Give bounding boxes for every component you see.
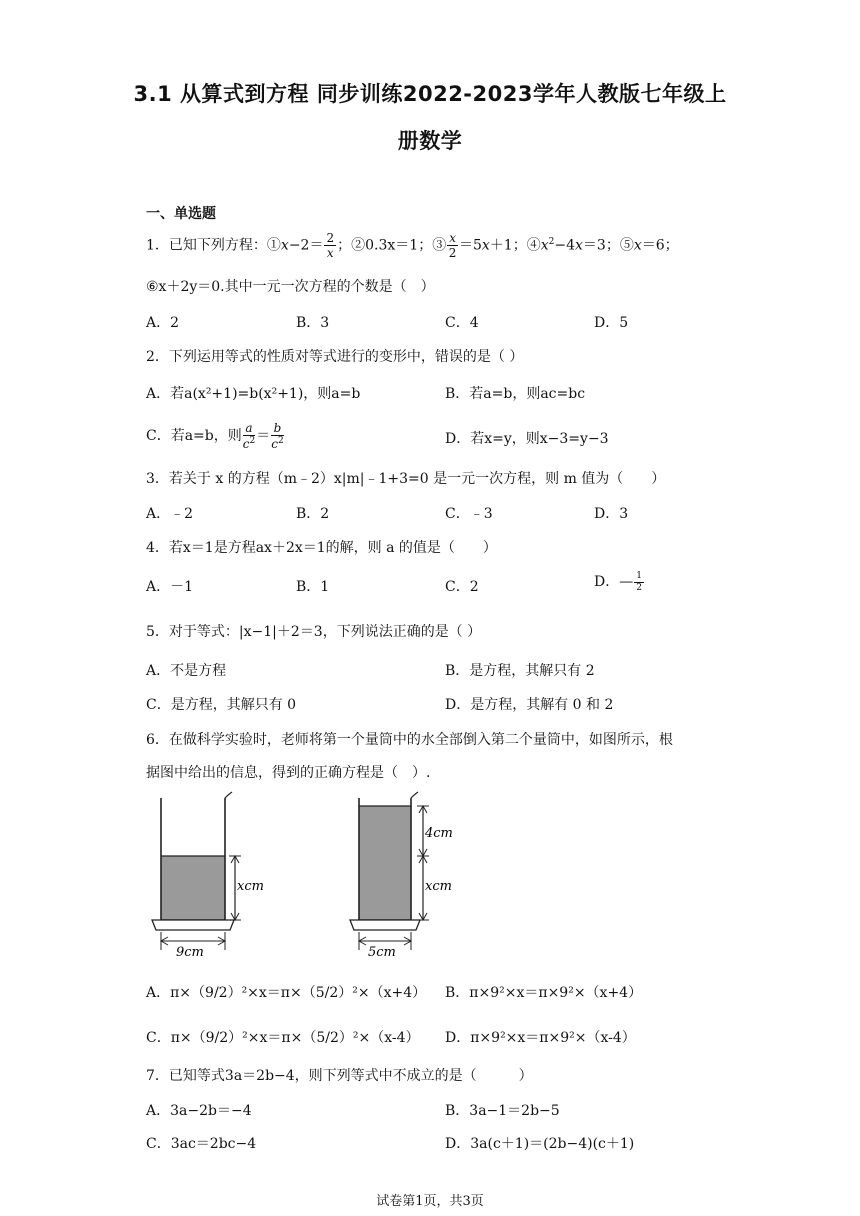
left-cylinder <box>152 792 264 960</box>
question-6-stem-line1: 6．在做科学实验时，老师将第一个量筒中的水全部倒入第二个量筒中，如图所示，根 <box>146 732 673 748</box>
q7-option-b: B．3a−1＝2b−5 <box>445 1103 560 1119</box>
page-title-line2: 册数学 <box>397 129 463 153</box>
q1-option-b: B．3 <box>296 315 330 331</box>
question-6-stem-line2: 据图中给出的信息，得到的正确方程是（ ）. <box>146 765 431 781</box>
q5-option-a: A．不是方程 <box>146 663 227 679</box>
q5-option-c: C．是方程，其解只有 0 <box>146 697 297 713</box>
right-cylinder <box>350 792 453 960</box>
graduated-cylinders-figure <box>140 790 470 965</box>
page-title-line1: 3.1 从算式到方程 同步训练2022-2023学年人教版七年级上 <box>133 82 727 106</box>
q2-option-d: D．若x=y，则x−3=y−3 <box>445 431 609 447</box>
left-height-label: xcm <box>237 879 264 894</box>
q1-option-d: D．5 <box>594 315 629 331</box>
q4-option-a: A．－1 <box>146 579 194 595</box>
q6-option-a: A．π×（9/2）²×x＝π×（5/2）²×（x+4） <box>146 985 427 1001</box>
question-3-stem: 3．若关于 x 的方程（m﹣2）x|m|﹣1+3=0 是一元一次方程，则 m 值为（ ） <box>146 471 666 487</box>
q7-option-a: A．3a−2b＝−4 <box>146 1103 252 1119</box>
q5-option-d: D．是方程，其解有 0 和 2 <box>445 697 614 713</box>
q5-option-b: B．是方程，其解只有 2 <box>445 663 595 679</box>
left-width-label: 9cm <box>176 945 204 960</box>
q3-option-a: A．﹣2 <box>146 506 194 522</box>
q3-option-b: B．2 <box>296 506 330 522</box>
question-7-stem: 7．已知等式3a＝2b−4，则下列等式中不成立的是（ ） <box>146 1068 533 1084</box>
q4-option-d: D．— $\frac{1}{2}$ <box>594 570 642 593</box>
q3-option-d: D．3 <box>594 506 629 522</box>
q6-option-d: D．π×9²×x＝π×9²×（x-4） <box>445 1030 636 1046</box>
q2-option-a: A．若a(x²+1)=b(x²+1)，则a=b <box>146 386 361 402</box>
q4-option-b: B．1 <box>296 579 330 595</box>
q7-option-c: C．3ac＝2bc−4 <box>146 1136 257 1152</box>
question-1-stem: 1．已知下列方程：①x−2＝ $\frac{2}{x}$ ；②0.3x＝1；③ $\frac{x}{2}$ ＝5x＋1；$④x^2-4x=3$；⑤x＝6； <box>146 231 679 260</box>
question-5-stem: 5．对于等式：|x−1|＋2＝3，下列说法正确的是（ ） <box>146 624 482 640</box>
section-heading: 一、单选题 <box>146 206 216 222</box>
q7-option-d: D．3a(c＋1)＝(2b−4)(c＋1) <box>445 1136 635 1152</box>
q1-option-c: C．4 <box>445 315 479 331</box>
q2-option-c: C．若a=b，则 $\frac{a}{c^2}$ ＝ $\frac{b}{c^2}$ <box>146 421 284 451</box>
q2-option-b: B．若a=b，则ac=bc <box>445 386 586 402</box>
q6-option-b: B．π×9²×x＝π×9²×（x+4） <box>445 985 643 1001</box>
right-top-label: 4cm <box>425 826 453 841</box>
q3-option-c: C．﹣3 <box>445 506 493 522</box>
q4-option-c: C．2 <box>445 579 479 595</box>
page-footer: 试卷第1页，共3页 <box>376 1194 484 1209</box>
right-width-label: 5cm <box>368 945 396 960</box>
question-2-stem: 2．下列运用等式的性质对等式进行的变形中，错误的是（ ） <box>146 349 524 365</box>
q1-option-a: A．2 <box>146 315 180 331</box>
q6-option-c: C．π×（9/2）²×x＝π×（5/2）²×（x-4） <box>146 1030 420 1046</box>
question-4-stem: 4．若x＝1是方程ax＋2x＝1的解，则 a 的值是（ ） <box>146 540 497 556</box>
right-height-label: xcm <box>425 879 452 894</box>
question-1-stem-line2: ⑥x＋2y＝0.其中一元一次方程的个数是（ ） <box>146 279 435 295</box>
